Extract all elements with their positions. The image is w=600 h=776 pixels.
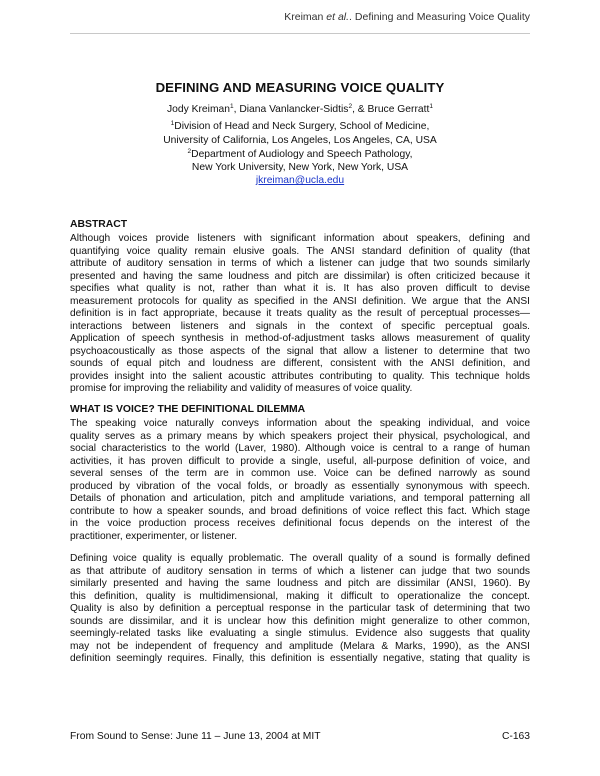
paragraph-line: this definition, quality is multidimensional, making it difficult to operationalize the concept. xyxy=(70,590,530,602)
author-3: , & Bruce Gerratt xyxy=(352,104,430,115)
abstract-line: psychoacoustically as those aspects of the signal that allow a listener to determine that two xyxy=(70,345,530,357)
paragraph-line: several senses of the term are in common use. Voice can be defined narrowly as sound xyxy=(70,468,530,479)
abstract-line: sounds of equal pitch and loudness are different, consistent with the ANSI definition, and xyxy=(70,358,530,369)
footer-conference: From Sound to Sense: June 11 – June 13, 2004 at MIT xyxy=(70,731,321,742)
abstract-line: promise for improving the reliability and validity of measures of voice quality. xyxy=(70,383,413,394)
paragraph-line: sounds are dissimilar, and it is unclear how this definition might generalize to other common, xyxy=(70,615,530,627)
author-1: Jody Kreiman xyxy=(167,104,230,115)
paragraph-line: definition seemingly requires. Finally, this definition is essentially negative, stating that quality is xyxy=(70,653,530,664)
author-2: , Diana Vanlancker-Sidtis xyxy=(233,104,349,115)
affiliation-2-text: Department of Audiology and Speech Pathology, xyxy=(191,149,413,160)
affiliation-1-line-1 xyxy=(0,121,600,132)
abstract-line: attribute of auditory sensation in terms of which a listener can judge that two sounds similarly xyxy=(70,258,530,269)
paragraph-line: contribute to how a speaker sounds, and broad definitions of voice reflect this fact. Which stage xyxy=(70,505,530,517)
author-email-link[interactable]: jkreiman@ucla.edu xyxy=(255,175,345,186)
paragraph-line: Details of phonation and articulation, pitch and amplitude variations, and temporal patterning all xyxy=(70,493,530,504)
paragraph-line: quality serves as a primary means by which speakers project their physical, psychological, and xyxy=(70,430,530,442)
author-3-affil: 1 xyxy=(429,103,433,110)
paper-title: DEFINING AND MEASURING VOICE QUALITY xyxy=(155,80,445,95)
header-rule xyxy=(70,33,530,34)
affiliation-2-line-2: New York University, New York, New York, USA xyxy=(191,162,409,173)
body-paragraph-1 xyxy=(70,418,530,543)
section-heading: WHAT IS VOICE? THE DEFINITIONAL DILEMMA xyxy=(70,404,306,415)
paragraph-line: in the voice production process receives definitional focus depends on the interest of the xyxy=(70,518,530,529)
author-list xyxy=(0,104,600,115)
paragraph-line: Defining voice quality is equally problematic. The overall quality of a sound is formally defined xyxy=(70,553,530,564)
abstract-line: quantifying voice quality remain elusive goals. The ANSI standard definition of quality (that xyxy=(70,245,530,257)
paragraph-line: social characteristics to the world (Laver, 1980). Although voice is central to a range of human xyxy=(70,443,530,454)
abstract-line: definition is in fact appropriate, because it treats quality as the result of perceptual processes— xyxy=(70,308,530,319)
abstract-heading: ABSTRACT xyxy=(70,219,128,230)
email-line xyxy=(0,175,600,186)
affiliation-2-line-1 xyxy=(0,149,600,160)
abstract-line: interactions between listeners and signals in the context of specific perceptual goals. xyxy=(70,320,530,332)
paragraph-line: Quality is also by definition a perceptual response in the particular task of determining that two xyxy=(70,603,530,614)
paragraph-line: as that attribute of auditory sensation in terms of which a listener can judge that two sounds xyxy=(70,565,530,577)
paragraph-line: may not be independent of frequency and amplitude (Melara & Marks, 1990), as the ANSI xyxy=(70,640,530,652)
running-head-author: Kreiman xyxy=(284,11,324,23)
affiliation-1-marker: 1 xyxy=(170,120,175,127)
affiliation-1-text: Division of Head and Neck Surgery, School of Medicine, xyxy=(174,121,430,132)
paragraph-line: The speaking voice naturally conveys information about the speaking individual, and voice xyxy=(70,418,530,429)
paragraph-line: seemingly-related tasks like evaluating a single stimulus. Evidence also suggests that quality xyxy=(70,628,530,639)
paragraph-line: similarly presented and having the same loudness and pitch are dissimilar (ANSI, 1960). By xyxy=(70,578,530,589)
author-2-affil: 2 xyxy=(348,103,353,110)
abstract-line: Although voices provide listeners with significant information about speakers, defining and xyxy=(70,233,530,244)
running-head-etal: et al. xyxy=(326,11,350,23)
abstract-line: Application of speech synthesis in method-of-adjustment tasks allows measurement of quality xyxy=(70,333,530,344)
body-paragraph-2 xyxy=(70,553,530,666)
author-1-affil: 1 xyxy=(229,103,234,110)
abstract-line: measurement protocols for quality as specified in the ANSI definition. We argue that the ANSI xyxy=(70,295,530,307)
abstract-line: presented and having the same loudness and pitch are dissimilar) is often criticized because it xyxy=(70,270,530,282)
abstract-paragraph xyxy=(70,233,530,396)
paragraph-line: activities, it has proven difficult to provide a single, useful, all-purpose definition of voice, and xyxy=(70,455,530,467)
affiliation-1-line-2: University of California, Los Angeles, Los Angeles, CA, USA xyxy=(163,135,437,146)
paragraph-line: practitioner, experimenter, or listener. xyxy=(70,530,238,542)
affiliation-2-marker: 2 xyxy=(187,148,192,155)
paragraph-line: produced by vibration of the vocal folds, or broadly as essentially synonymous with speech. xyxy=(70,480,530,492)
running-head-title: Defining and Measuring Voice Quality xyxy=(354,11,530,23)
footer-page-number: C-163 xyxy=(501,731,530,742)
abstract-line: provides insight into the salient acoustic attributes contributing to quality. This technique holds xyxy=(70,370,530,382)
running-head: Kreiman et al.. Defining and Measuring Voice Quality xyxy=(284,11,530,23)
abstract-line: specifies what quality is not, rather than what it is. It has also proven difficult to devise xyxy=(70,283,530,294)
